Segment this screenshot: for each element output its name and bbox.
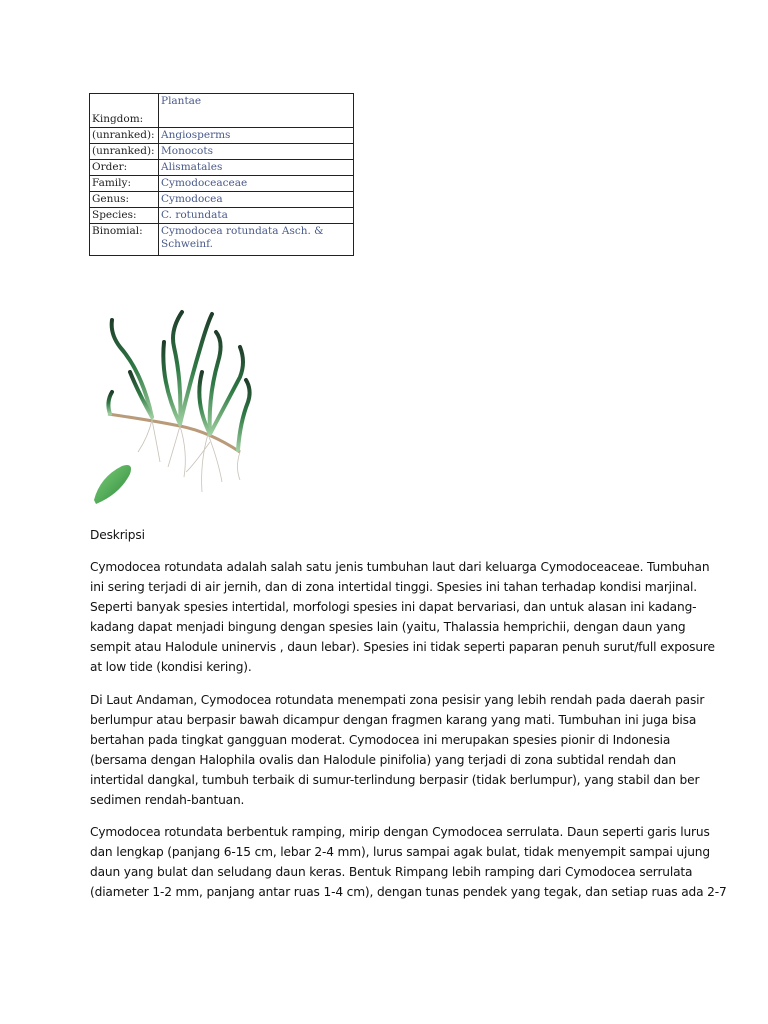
paragraph-line: (diameter 1-2 mm, panjang antar ruas 1-4 cm), dengan tunas pendek yang tegak, dan setiap ruas ada 2-7 [90,885,727,899]
rank-label: Genus: [90,192,159,208]
rank-value: Cymodoceaceae [159,176,354,192]
seagrass-illustration [90,302,260,507]
rank-value [159,224,354,256]
paragraph-line: sempit atau Halodule uninervis , daun lebar). Spesies ini tidak seperti paparan penuh surut/full exposure [90,640,715,654]
paragraph-line: kadang dapat menjadi bingung dengan spesies lain (yaitu, Thalassia hemprichii, dengan daun yang [90,620,686,634]
taxonomy-row [90,208,354,224]
rank-label: Species: [90,208,159,224]
section-heading: Deskripsi [90,528,145,542]
paragraph [90,822,727,902]
rank-value: Plantae [159,94,354,128]
taxonomy-row [90,128,354,144]
rank-value: Monocots [159,144,354,160]
paragraph-line: Cymodocea rotundata adalah salah satu jenis tumbuhan laut dari keluarga Cymodoceaceae. Tumbuhan [90,560,710,574]
paragraph-line: Cymodocea rotundata berbentuk ramping, mirip dengan Cymodocea serrulata. Daun seperti garis lurus [90,825,710,839]
paragraph-line: berlumpur atau berpasir bawah dicampur dengan fragmen karang yang mati. Tumbuhan ini juga bisa [90,713,697,727]
rank-label: Family: [90,176,159,192]
paragraph-line: sedimen rendah-bantuan. [90,793,245,807]
rank-label: Binomial: [90,224,159,256]
taxonomy-row [90,94,354,128]
paragraph-line: dan lengkap (panjang 6-15 cm, lebar 2-4 mm), lurus sampai agak bulat, tidak menyempit sampai ujung [90,845,710,859]
taxonomy-row [90,176,354,192]
taxonomy-table [89,93,354,256]
paragraph-line: at low tide (kondisi kering). [90,660,252,674]
taxonomy-row [90,144,354,160]
paragraph [90,557,715,677]
paragraph-line: Seperti banyak spesies intertidal, morfologi spesies ini dapat bervariasi, dan untuk alasan ini kadang- [90,600,697,614]
taxonomy-row [90,160,354,176]
rank-value: C. rotundata [159,208,354,224]
rank-value: Alismatales [159,160,354,176]
paragraph-line: intertidal dangkal, tumbuh terbaik di sumur-terlindung berpasir (tidak berlumpur), yang stabil dan ber [90,773,700,787]
paragraph-line: daun yang bulat dan seludang daun keras. Bentuk Rimpang lebih ramping dari Cymodocea serrulata [90,865,693,879]
paragraph-line: ini sering terjadi di air jernih, dan di zona intertidal tinggi. Spesies ini tahan terhadap kondisi marjinal. [90,580,698,594]
paragraph-line: (bersama dengan Halophila ovalis dan Halodule pinifolia) yang terjadi di zona subtidal rendah dan [90,753,676,767]
binomial-line: Schweinf. [161,238,214,250]
rank-label: (unranked): [90,128,159,144]
rank-label: Order: [90,160,159,176]
taxonomy-row [90,224,354,256]
rank-label: (unranked): [90,144,159,160]
rank-value: Cymodocea [159,192,354,208]
rank-label: Kingdom: [90,94,159,128]
paragraph [90,690,705,810]
paragraph-line: Di Laut Andaman, Cymodocea rotundata menempati zona pesisir yang lebih rendah pada daerah pasir [90,693,705,707]
paragraph-line: bertahan pada tingkat gangguan moderat. Cymodocea ini merupakan spesies pionir di Indonesia [90,733,671,747]
binomial-line: Cymodocea rotundata Asch. & [161,225,324,237]
rank-value: Angiosperms [159,128,354,144]
taxonomy-row [90,192,354,208]
